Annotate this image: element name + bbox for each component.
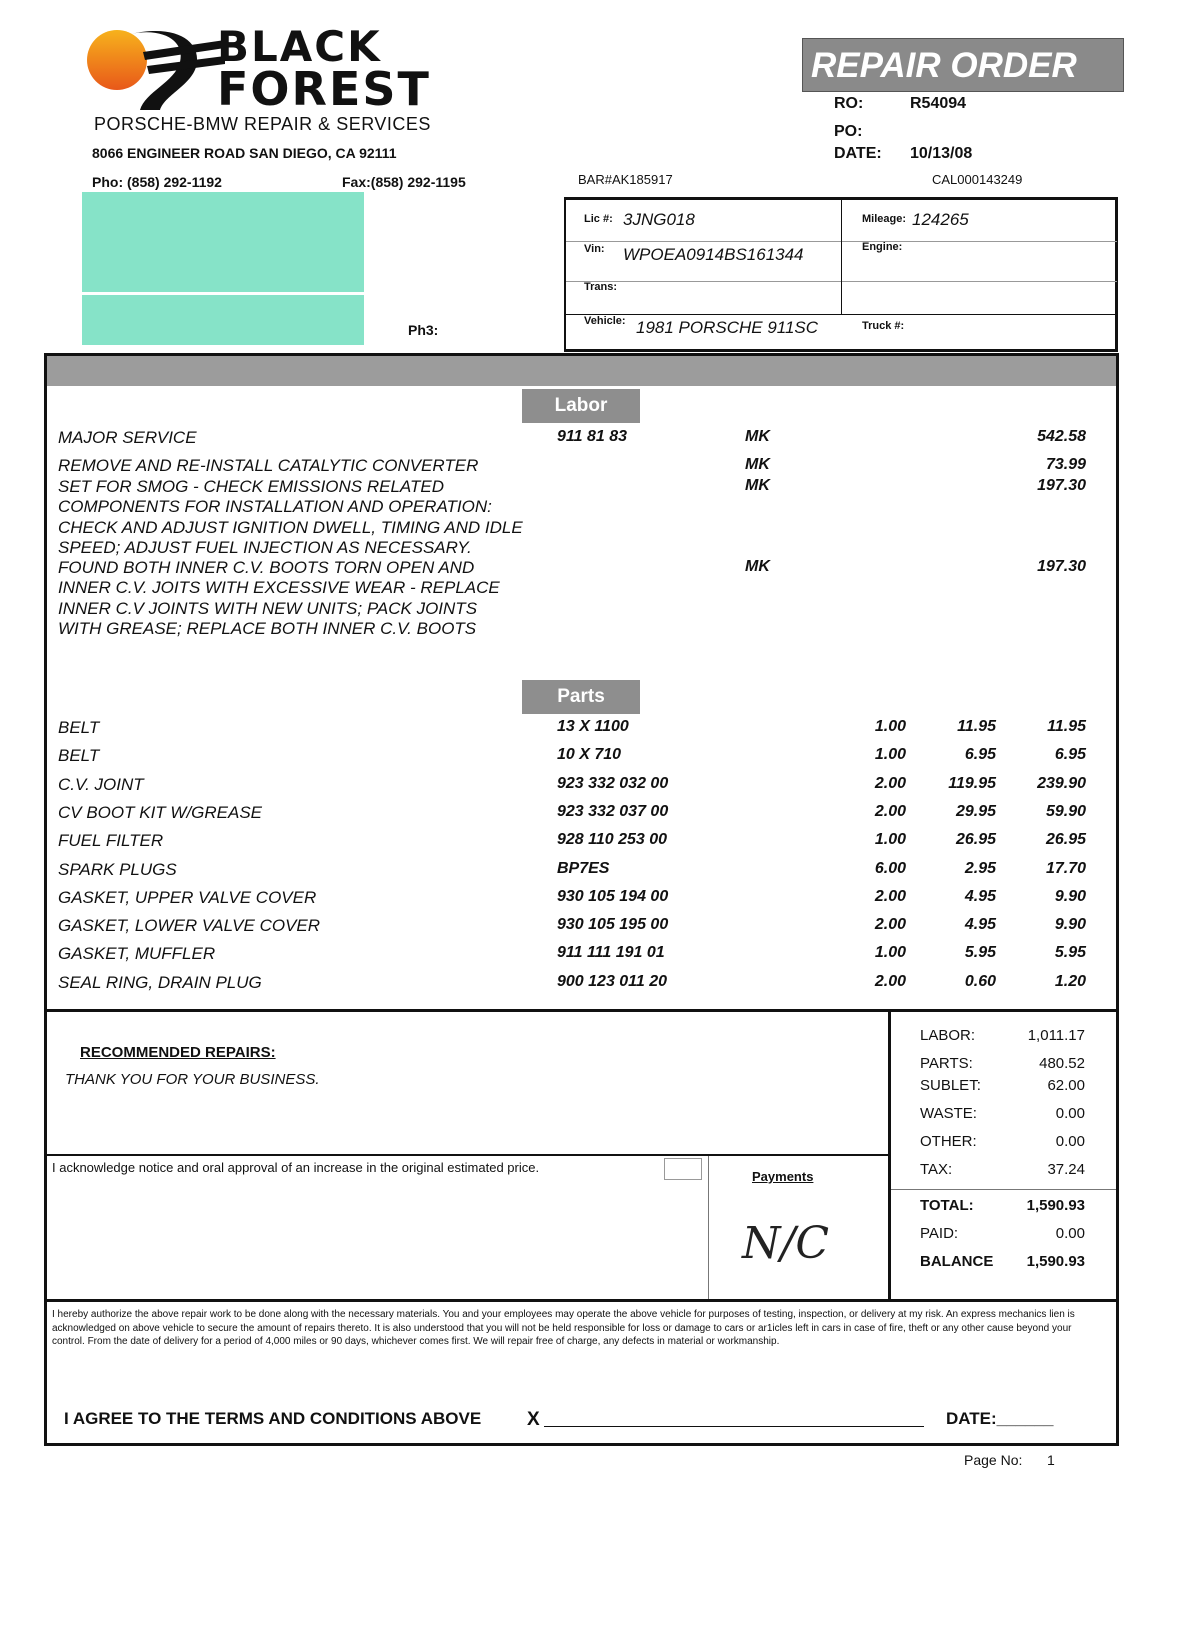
part-number: 10 X 710	[557, 746, 622, 764]
part-total: 17.70	[1045, 859, 1086, 877]
totals-label: TOTAL:	[920, 1197, 974, 1214]
totals-value: 480.52	[1039, 1055, 1085, 1072]
totals-rule	[891, 1189, 1116, 1190]
recommended-text: THANK YOU FOR YOUR BUSINESS.	[65, 1071, 320, 1088]
labor-amount: 197.30	[1037, 558, 1086, 575]
logo-word-forest: FOREST	[217, 62, 431, 116]
totals-value: 62.00	[1047, 1077, 1085, 1094]
labor-description-line: CHECK AND ADJUST IGNITION DWELL, TIMING AND IDLE	[58, 517, 523, 537]
payments-label: Payments	[752, 1169, 814, 1184]
part-description: CV BOOT KIT W/GREASE	[58, 802, 263, 822]
part-description: SPARK PLUGS	[58, 859, 177, 879]
bar-number: BAR#AK185917	[578, 172, 673, 187]
vehicle-label: Vehicle:	[584, 315, 626, 327]
part-qty: 2.00	[874, 887, 906, 905]
part-price: 11.95	[957, 718, 996, 735]
totals-value: 1,011.17	[1027, 1027, 1085, 1044]
totals-value: 0.00	[1055, 1225, 1085, 1242]
labor-description-line: WITH GREASE; REPLACE BOTH INNER C.V. BOOTS	[58, 618, 477, 638]
truck-label: Truck #:	[862, 320, 905, 332]
part-description: GASKET, LOWER VALVE COVER	[58, 916, 321, 936]
part-description: FUEL FILTER	[58, 831, 164, 851]
part-total: 26.95	[1045, 831, 1086, 849]
signature-line[interactable]	[544, 1426, 924, 1427]
part-qty: 1.00	[874, 718, 906, 735]
recommend-divider	[47, 1154, 888, 1156]
totals-label: LABOR:	[920, 1027, 976, 1044]
engine-label: Engine:	[862, 241, 903, 253]
lic-value: 3JNG018	[623, 210, 695, 229]
totals-divider	[888, 1012, 891, 1300]
labor-amount: 197.30	[1037, 477, 1086, 494]
company-fax: Fax:(858) 292-1195	[342, 174, 466, 190]
totals-label: WASTE:	[920, 1105, 977, 1122]
repair-order-title: REPAIR ORDER	[802, 38, 1124, 92]
header-band	[47, 356, 1116, 386]
totals-label: TAX:	[920, 1161, 953, 1178]
labor-description-line: SET FOR SMOG - CHECK EMISSIONS RELATED	[58, 477, 445, 496]
part-qty: 1.00	[874, 746, 906, 764]
payments-signature: N/C	[742, 1218, 829, 1269]
part-qty: 1.00	[874, 831, 906, 849]
mileage-value: 124265	[912, 210, 969, 229]
company-logo	[85, 22, 505, 116]
ro-value: R54094	[910, 95, 967, 112]
part-description: GASKET, MUFFLER	[58, 944, 216, 964]
part-total: 11.95	[1047, 718, 1086, 735]
part-description: BELT	[58, 746, 100, 766]
labor-tech: MK	[745, 558, 770, 575]
cal-number: CAL000143249	[932, 172, 1023, 187]
section-divider	[47, 1009, 1116, 1012]
totals-label: PAID:	[920, 1225, 959, 1242]
part-price: 0.60	[964, 972, 996, 990]
company-subtitle: PORSCHE-BMW REPAIR & SERVICES	[94, 114, 431, 134]
ph3-label: Ph3:	[408, 322, 439, 338]
part-price: 4.95	[964, 916, 996, 934]
part-qty: 2.00	[874, 916, 906, 934]
company-address: 8066 ENGINEER ROAD SAN DIEGO, CA 92111	[92, 145, 397, 161]
labor-op-code: 911 81 83	[557, 428, 627, 445]
date-label: DATE:	[834, 145, 882, 162]
labor-description-line: INNER C.V. JOITS WITH EXCESSIVE WEAR - REPLACE	[58, 578, 500, 598]
vehicle-value: 1981 PORSCHE 911SC	[636, 318, 819, 337]
part-price: 26.95	[955, 831, 996, 849]
sign-date-label: DATE:______	[946, 1409, 1054, 1428]
part-total: 6.95	[1054, 746, 1086, 764]
part-number: BP7ES	[557, 859, 610, 877]
part-price: 2.95	[964, 859, 996, 877]
part-qty: 2.00	[874, 774, 906, 792]
company-phone: Pho: (858) 292-1192	[92, 174, 222, 190]
mileage-label: Mileage:	[862, 213, 907, 225]
part-price: 6.95	[964, 746, 996, 764]
part-total: 9.90	[1054, 916, 1086, 934]
totals-value: 37.24	[1047, 1161, 1085, 1178]
labor-description-line: INNER C.V JOINTS WITH NEW UNITS; PACK JOINTS	[58, 598, 478, 618]
part-description: GASKET, UPPER VALVE COVER	[58, 887, 317, 907]
part-number: 930 105 195 00	[557, 916, 669, 934]
vin-value: WPOEA0914BS161344	[623, 245, 804, 264]
part-total: 5.95	[1054, 944, 1086, 962]
part-qty: 2.00	[874, 802, 906, 820]
part-total: 9.90	[1054, 887, 1086, 905]
date-value: 10/13/08	[910, 145, 973, 162]
labor-tech: MK	[745, 428, 770, 445]
part-qty: 1.00	[874, 944, 906, 962]
labor-description-line: FOUND BOTH INNER C.V. BOOTS TORN OPEN AND	[58, 558, 475, 577]
part-description: SEAL RING, DRAIN PLUG	[58, 972, 262, 992]
labor-header: Labor	[522, 389, 640, 423]
totals-value: 1,590.93	[1026, 1253, 1085, 1270]
vin-label: Vin:	[584, 243, 605, 255]
part-number: 923 332 032 00	[557, 774, 669, 792]
parts-header: Parts	[522, 680, 640, 714]
labor-description-line: COMPONENTS FOR INSTALLATION AND OPERATION:	[58, 497, 492, 517]
lic-label: Lic #:	[584, 213, 613, 225]
part-price: 119.95	[948, 774, 996, 792]
ro-label: RO:	[834, 95, 864, 112]
part-total: 239.90	[1037, 774, 1086, 792]
labor-description-line: REMOVE AND RE-INSTALL CATALYTIC CONVERTER	[58, 456, 479, 475]
part-price: 5.95	[964, 944, 996, 962]
redacted-customer-name	[82, 192, 364, 292]
part-number: 911 111 191 01	[557, 944, 665, 962]
totals-label: SUBLET:	[920, 1077, 981, 1094]
part-qty: 2.00	[874, 972, 906, 990]
labor-description-line: MAJOR SERVICE	[58, 428, 197, 447]
part-description: C.V. JOINT	[58, 774, 144, 794]
labor-amount: 73.99	[1045, 456, 1086, 473]
part-number: 928 110 253 00	[557, 831, 668, 849]
totals-label: PARTS:	[920, 1055, 973, 1072]
part-total: 1.20	[1054, 972, 1086, 990]
totals-label: OTHER:	[920, 1133, 977, 1150]
trans-label: Trans:	[584, 281, 618, 293]
totals-value: 1,590.93	[1026, 1197, 1085, 1214]
signature-x: X	[527, 1409, 540, 1430]
part-description: BELT	[58, 718, 100, 737]
agree-text: I AGREE TO THE TERMS AND CONDITIONS ABOVE	[64, 1409, 482, 1428]
logo-word-black: BLACK	[217, 22, 382, 71]
acknowledge-checkbox[interactable]	[664, 1158, 702, 1180]
payments-divider	[708, 1156, 709, 1300]
labor-description-line: SPEED; ADJUST FUEL INJECTION AS NECESSARY.	[58, 537, 472, 557]
part-price: 4.95	[964, 887, 996, 905]
redacted-customer-address	[82, 295, 364, 345]
labor-amount: 542.58	[1037, 428, 1086, 445]
labor-tech: MK	[745, 477, 770, 494]
page-label: Page No:	[964, 1452, 1023, 1468]
labor-tech: MK	[745, 456, 770, 473]
recommended-title: RECOMMENDED REPAIRS:	[80, 1044, 276, 1061]
legal-divider	[47, 1299, 1116, 1302]
totals-label: BALANCE	[920, 1253, 994, 1270]
page-number: 1	[1047, 1452, 1055, 1468]
part-number: 900 123 011 20	[557, 972, 668, 990]
part-number: 13 X 1100	[557, 718, 629, 735]
po-label: PO:	[834, 123, 863, 140]
part-number: 930 105 194 00	[557, 887, 669, 905]
totals-value: 0.00	[1055, 1105, 1085, 1122]
part-qty: 6.00	[874, 859, 906, 877]
totals-value: 0.00	[1055, 1133, 1085, 1150]
part-number: 923 332 037 00	[557, 802, 669, 820]
terms-text: I hereby authorize the above repair work to be done along with the necessary materials. You and your employees may operate the above vehicle for purposes of testing, inspection, or delivery at my risk. An express mechanics lien is acknowledged on above vehicle to secure the amount of repairs thereto. It is also understood that you will not be held responsible for loss or damage to cars or ar1icles left in cars in case of fire, theft or any other cause beyond your control. From the date of delivery for a period of 4,000 miles or 90 days, whichever comes first. We will repair free of charge, any defects in material or workmanship.	[52, 1309, 1075, 1347]
acknowledge-text: I acknowledge notice and oral approval of an increase in the original estimated price.	[52, 1160, 540, 1175]
part-price: 29.95	[955, 802, 996, 820]
part-total: 59.90	[1045, 802, 1086, 820]
